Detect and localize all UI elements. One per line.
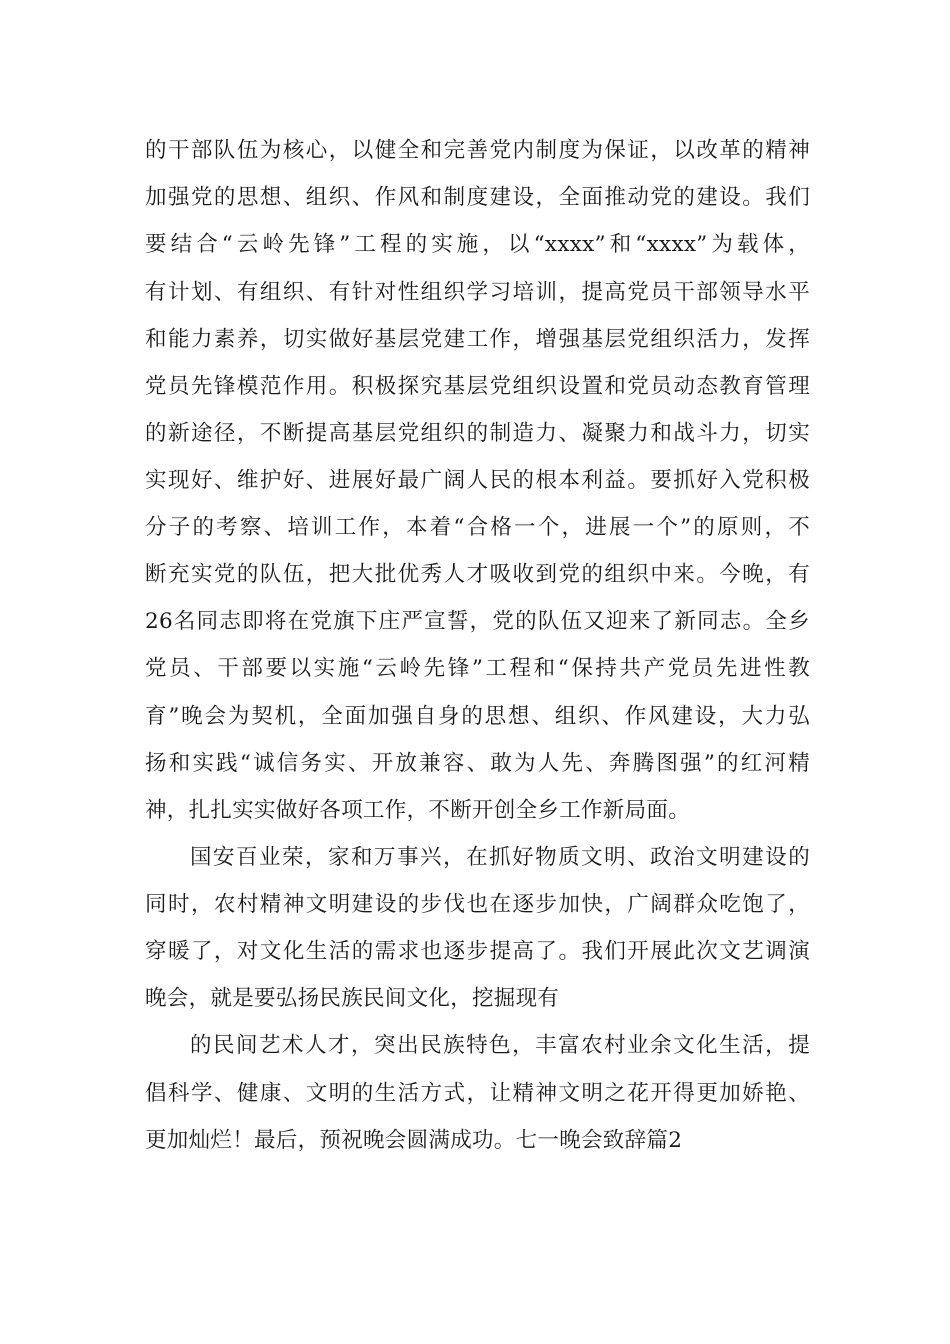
paragraph-1-line-11: 26名同志即将在党旗下庄严宣誓，党的队伍又迎来了新同志。全乡 xyxy=(145,609,810,634)
paragraph-1-line-4: 有计划、有组织、有针对性组织学习培训，提高党员干部领导水平 xyxy=(145,280,810,305)
paragraph-3-line-1: 的民间艺术人才，突出民族特色，丰富农村业余文化生活，提 xyxy=(190,1033,810,1058)
paragraph-1-line-13: 育”晚会为契机，全面加强自身的思想、组织、作风建设，大力弘 xyxy=(145,704,810,729)
paragraph-3-line-3: 更加灿烂！最后，预祝晚会圆满成功。七一晚会致辞篇2 xyxy=(145,1128,683,1153)
paragraph-2-line-3: 穿暖了，对文化生活的需求也逐步提高了。我们开展此次文艺调演 xyxy=(145,939,810,964)
paragraph-1-line-5: 和能力素养，切实做好基层党建工作，增强基层党组织活力，发挥 xyxy=(145,327,810,352)
paragraph-1-line-1: 的干部队伍为核心，以健全和完善党内制度为保证，以改革的精神 xyxy=(145,138,810,163)
paragraph-2-line-2: 同时，农村精神文明建设的步伐也在逐步加快，广阔群众吃饱了， xyxy=(145,892,810,917)
paragraph-1-line-10: 断充实党的队伍，把大批优秀人才吸收到党的组织中来。今晚，有 xyxy=(145,562,810,587)
paragraph-1-line-12: 党员、干部要以实施“云岭先锋”工程和“保持共产党员先进性教 xyxy=(145,656,810,681)
paragraph-1-line-6: 党员先锋模范作用。积极探究基层党组织设置和党员动态教育管理 xyxy=(145,374,810,399)
paragraph-1-line-8: 实现好、维护好、进展好最广阔人民的根本利益。要抓好入党积极 xyxy=(145,468,810,493)
paragraph-1-line-14: 扬和实践“诚信务实、开放兼容、敢为人先、奔腾图强”的红河精 xyxy=(145,751,810,776)
paragraph-1-line-3: 要结合“云岭先锋”工程的实施，以“xxxx”和“xxxx”为载体， xyxy=(145,232,810,257)
paragraph-1-line-7: 的新途径，不断提高基层党组织的制造力、凝聚力和战斗力，切实 xyxy=(145,421,810,446)
paragraph-2-line-1: 国安百业荣，家和万事兴，在抓好物质文明、政治文明建设的 xyxy=(190,845,810,870)
paragraph-3-line-2: 倡科学、健康、文明的生活方式，让精神文明之花开得更加娇艳、 xyxy=(145,1081,810,1106)
paragraph-1-line-2: 加强党的思想、组织、作风和制度建设，全面推动党的建设。我们 xyxy=(145,185,810,210)
paragraph-2-line-4: 晚会，就是要弘扬民族民间文化，挖掘现有 xyxy=(145,986,560,1011)
paragraph-1-line-15: 神，扎扎实实做好各项工作，不断开创全乡工作新局面。 xyxy=(145,798,691,823)
paragraph-1-line-9: 分子的考察、培训工作，本着“合格一个，进展一个”的原则，不 xyxy=(145,515,810,540)
